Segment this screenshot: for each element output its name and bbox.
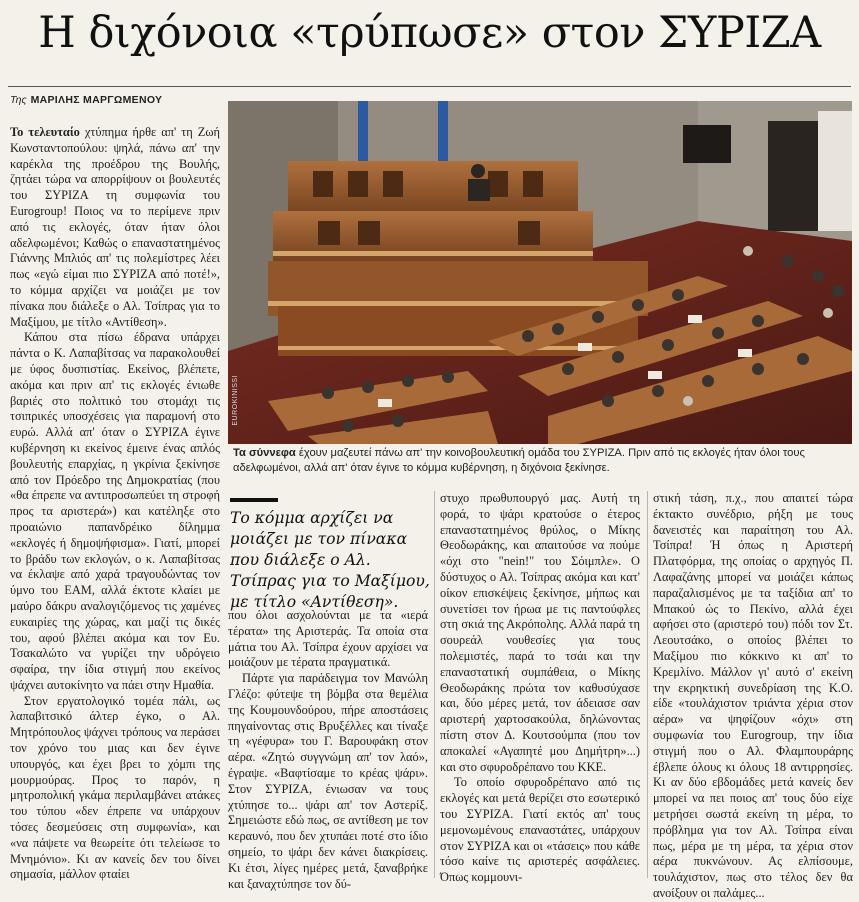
article-column-3 bbox=[440, 491, 640, 885]
paragraph: Πάρτε για παράδειγμα τον Μανώλη Γλέζο: φύτεψε τη βόμβα στα θεμέλια της Κουμουνδούρου, πήρε αποστάσεις πηγαίνοντας στις Βρυξέλλες και τίναξε τη «γέφυρα» του Γ. Βαρουφάκη στον αέρα. «Ζητώ συγγνώμη απ' τον λαό», έγραψε. «Βαφτίσαμε το κρέας ψάρι». Στον ΣΥΡΙΖΑ, ένιωσαν να τους χτύπησε το... ψάρι απ' τον Αστερίξ. Σημειώστε εδώ πως, σε αντίθεση με τον κεραυνό, που δεν χτυπάει ποτέ στο ίδιο σημείο, το ψάρι δεν κάνει διακρίσεις. Κι έτσι, λίγες ημέρες μετά, ξαναβρήκε και ξαναχτύπησε τον δύ- bbox=[228, 671, 428, 891]
parliament-photo bbox=[228, 101, 852, 444]
paragraph: Στον εργατολογικό τομέα πάλι, ως λαπαβιτσικό άλτερ έγκο, ο Αλ. Μητρόπουλος ψάχνει τρόπους να περάσει τον χρόνο του μιας και δεν έγινε υπουργός, και έχει βρει το χόμπι της μουρμούρας. Προς το παρόν, η μητροπολική γκάμα περιλαμβάνει ατάκες του τύπου «δεν έπρεπε να υπάρχουν τόσες δεσμεύσεις στη συμφωνία», και «να πάψετε να θεωρείτε ότι τελείωσε το Μνημόνιο». Κι αν κανείς δεν του δίνει σημασία, μάλλον φταίει bbox=[10, 693, 220, 882]
caption-text: έχουν μαζευτεί πάνω απ' την κοινοβουλευτική ομάδα του ΣΥΡΙΖΑ. Πριν από τις εκλογές ήταν όλοι τους αδελφωμένοι, αλλά απ' όταν έγινε το κόμμα κυβέρνηση, η διχόνοια ξεκίνησε. bbox=[233, 447, 805, 474]
paragraph: που όλοι ασχολούνται με τα «ιερά τέρατα» της Αριστεράς. Τα οποία στα μάτια του Αλ. Τσίπρα έχουν αρχίσει να μοιάζουν με τέρατα πραγματικά. bbox=[228, 608, 428, 670]
column-divider bbox=[434, 491, 435, 878]
paragraph: Κάπου στα πίσω έδρανα υπάρχει πάντα ο Κ. Λαπαβίτσας να παρακολουθεί με ύφος δυσπιστίας. Εκείνος, βλέπετε, ακόμα και πριν απ' τις εκλογές ένιωθε βαριές στο πολιτικό του στομάχι τις τσιπρικές υποσχέσεις για παραμονή στο ευρώ. Αλλά απ' όταν ο ΣΥΡΙΖΑ έγινε κυβέρνηση κι εκείνος έμεινε ένας απλός βουλευτής επαρχίας, η γκρίνια ξεκίνησε από τον Πρόεδρο της Δημοκρατίας (που «θα έπρεπε να αντιπροσωπεύει τη στροφή προς τα αριστερά») και κατέληξε στο προαιώνιο παπανδρέικο δίλημμα «εκλογές ή δημοψήφισμα». Γιατί, μπορεί το βράδυ των εκλογών, ο κ. Λαπαβίτσας να έκλαψε από χαρά τραγουδώντας τον ύμνο του ΕΑΜ, αλλά έκτοτε κλαίει με μαύρο δάκρυ αναλογιζόμενος τις χαμένες ευκαιρίες της χώρας, και μαζί τις δικές του, αφού βλέπει ακόμα και τον Ευ. Τσακαλώτο να γυρίζει την υδρόγειο σφαίρα, την ίδια στιγμή που εκείνος ψάχνει αυτοκίνητο να πάει στην Ημαθία. bbox=[10, 330, 220, 692]
paragraph bbox=[10, 125, 220, 330]
paragraph: Το οποίο σφυροδρέπανο από τις εκλογές και μετά θερίζει στο εσωτερικό του ΣΥΡΙΖΑ. Γιατί εκτός απ' τους μεμονωμένους επαναστάτες, υπάρχουν στον ΣΥΡΙΖΑ και οι «τάσεις» που κάθε τόσο καίνε τις αριστερές ασφάλειες. Όπως κομμουνι- bbox=[440, 775, 640, 885]
byline-prefix: Της bbox=[10, 94, 27, 106]
column-divider bbox=[647, 491, 648, 878]
article-column-1 bbox=[10, 125, 220, 882]
byline bbox=[10, 94, 162, 106]
paragraph: στυχο πρωθυπουργό μας. Αυτή τη φορά, το ψάρι κρατούσε ο έτερος επαναστατημένος θρύλος, ο Μίκης Θεοδωράκης, και απαιτούσε να πούμε «όχι στο "nein!" του Σόιμπλε». Ο δύστυχος ο Αλ. Τσίπρας ακόμα και κατ' οίκον επισκέψεις ξεκίνησε, μήπως και συνετίσει τον ήρωα με τις παντούφλες στη σκιά της Ακρόπολης. Αλλά παρά τη σουρεάλ νουθεσίες για τους πολεμιστές, παρά το τσάι και την επαναστατική συμπάθεια, ο Μίκης Θεοδωράκης πρώτα τον καθυσύχασε και, δύο μέρες μετά, τον άδειασε σαν αριστερή χαρτοσακούλα, δηλώνοντας πίστη στον Δ. Κουτσούμπα (που τον αποκαλεί «Αγαπητέ μου Δημήτρη»...) και στο σφυροδρέπανο του ΚΚΕ. bbox=[440, 491, 640, 774]
article-column-2 bbox=[228, 608, 428, 891]
paragraph-text: χτύπημα ήρθε απ' τη Ζωή Κωνσταντοπούλου: ψηλά, πάνω απ' την καρέκλα της προέδρου της Βουλής, ζητάει τώρα να απορρίψουν οι βουλευτές του ΣΥΡΙΖΑ τη συμφωνία του Eurogroup! Ποιος να το περίμενε πριν από τις εκλογές, όταν ήταν όλοι αδελφωμένοι; Καθώς ο επαναστατημένος Γιάννης Μπλιός απ' τις πολεμίστρες λέει πως «εγώ είμαι πιο ΣΥΡΙΖΑ από ποτέ!», το κόμμα αρχίζει να μοιάζει με τον πίνακα που διάλεξε ο Αλ. Τσίπρας για το Μαξίμου, με τίτλο «Αντίθεση». bbox=[10, 125, 220, 329]
headline-rule bbox=[8, 86, 851, 87]
byline-author: ΜΑΡΙΛΗΣ ΜΑΡΓΩΜΕΝΟΥ bbox=[30, 94, 163, 106]
pullquote-bar bbox=[230, 498, 278, 502]
lead-words: Το τελευταίο bbox=[10, 125, 80, 139]
photo-caption bbox=[233, 446, 851, 476]
article-column-4 bbox=[653, 491, 853, 900]
pullquote: Το κόμμα αρχίζει να μοιάζει με τον πίνακα που διάλεξε ο Αλ. Τσίπρας για το Μαξίμου, με τίτλο «Αντίθεση». bbox=[230, 509, 430, 611]
photo-credit: EUROKINISSI bbox=[232, 375, 239, 426]
caption-lead: Τα σύννεφα bbox=[233, 447, 296, 459]
headline: Η διχόνοια «τρύπωσε» στον ΣΥΡΙΖΑ bbox=[38, 8, 821, 58]
parliament-hall-illustration bbox=[228, 101, 852, 444]
paragraph: στική τάση, π.χ., που απαιτεί τώρα έκτακτο συνέδριο, ρήξη με τους δανειστές και παραίτηση του Αλ. Τσίπρα! Ή όπως η Αριστερή Πλατφόρμα, της οποίας ο αρχηγός Π. Λαφαζάνης μπορεί να μοιάζει κάπως παραζαλισμένος με τα ταξίδια απ' το Μπακού ώς το Πεκίνο, αλλά έχει αφήσει στο (αριστερό του) πόδι τον Στ. Λεουτσάκο, ο οποίος βλέπει το Μαξίμου πιο κόκκινο κι απ' το Κρεμλίνο. Μάλλον γι' αυτό σ' εκείνη την εκρηκτική συνεδρίαση της Κ.Ο. είδε «τουλάχιστον τριάντα χέρια στον αέρα» να ψηφίζουν «όχι» στη συμφωνία του Eurogroup, την ίδια στιγμή που ο Αλ. Φλαμπουράρης έβλεπε όλους κι όλους 18 αντιρρησίες. Κι αν δύο εβδομάδες μετά κανείς δεν μπορεί να πει ποιος απ' τους δύο είχε μετρήσει σωστά εκείνη τη μέρα, το πρόβλημα για τον Αλ. Τσίπρα είναι πως, μέρα με τη μέρα, τα χέρια στον αέρα πυκνώνουν. Ας ελπίσουμε, τουλάχιστον, πως στο τέλος δεν θα ανοίξουν οι παλάμες... bbox=[653, 491, 853, 900]
